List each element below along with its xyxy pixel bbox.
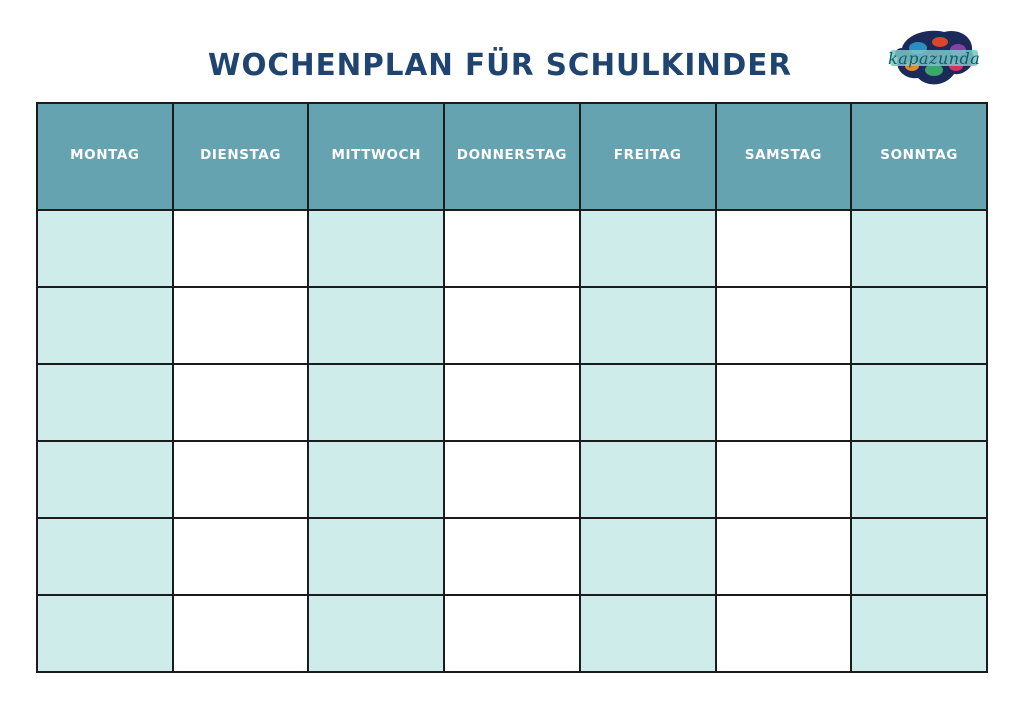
plan-cell[interactable]	[716, 441, 852, 518]
plan-cell[interactable]	[851, 287, 987, 364]
table-row	[37, 518, 987, 595]
plan-cell[interactable]	[308, 518, 444, 595]
plan-cell[interactable]	[580, 287, 716, 364]
plan-cell[interactable]	[580, 441, 716, 518]
plan-cell[interactable]	[716, 364, 852, 441]
table-row	[37, 287, 987, 364]
day-header-sonntag: SONNTAG	[851, 103, 987, 210]
plan-cell[interactable]	[580, 210, 716, 287]
day-header-mittwoch: MITTWOCH	[308, 103, 444, 210]
plan-cell[interactable]	[580, 518, 716, 595]
page-title: WOCHENPLAN FÜR SCHULKINDER	[208, 48, 792, 83]
plan-cell[interactable]	[851, 595, 987, 672]
plan-cell[interactable]	[444, 210, 580, 287]
plan-cell[interactable]	[851, 518, 987, 595]
day-header-samstag: SAMSTAG	[716, 103, 852, 210]
plan-cell[interactable]	[37, 210, 173, 287]
logo-wordmark: kapazunda	[888, 49, 981, 68]
plan-cell[interactable]	[173, 518, 309, 595]
plan-cell[interactable]	[173, 441, 309, 518]
plan-cell[interactable]	[444, 364, 580, 441]
day-header-montag: MONTAG	[37, 103, 173, 210]
plan-cell[interactable]	[308, 287, 444, 364]
plan-cell[interactable]	[851, 364, 987, 441]
plan-cell[interactable]	[716, 518, 852, 595]
table-row	[37, 210, 987, 287]
plan-cell[interactable]	[173, 210, 309, 287]
plan-cell[interactable]	[308, 441, 444, 518]
plan-cell[interactable]	[173, 287, 309, 364]
plan-cell[interactable]	[37, 287, 173, 364]
day-header-dienstag: DIENSTAG	[173, 103, 309, 210]
plan-cell[interactable]	[308, 595, 444, 672]
brand-logo	[888, 26, 980, 90]
plan-cell[interactable]	[37, 441, 173, 518]
table-row	[37, 595, 987, 672]
table-row	[37, 441, 987, 518]
plan-cell[interactable]	[716, 210, 852, 287]
plan-cell[interactable]	[308, 364, 444, 441]
plan-cell[interactable]	[444, 441, 580, 518]
plan-cell[interactable]	[308, 210, 444, 287]
plan-cell[interactable]	[851, 441, 987, 518]
weekly-plan-table	[36, 102, 988, 673]
plan-body	[37, 210, 987, 672]
plan-cell[interactable]	[173, 364, 309, 441]
plan-cell[interactable]	[173, 595, 309, 672]
table-row	[37, 364, 987, 441]
plan-cell[interactable]	[580, 595, 716, 672]
plan-cell[interactable]	[37, 364, 173, 441]
plan-cell[interactable]	[37, 518, 173, 595]
plan-cell[interactable]	[851, 210, 987, 287]
header-row	[37, 103, 987, 210]
plan-cell[interactable]	[444, 518, 580, 595]
plan-cell[interactable]	[716, 595, 852, 672]
plan-cell[interactable]	[580, 364, 716, 441]
day-header-freitag: FREITAG	[580, 103, 716, 210]
plan-cell[interactable]	[716, 287, 852, 364]
plan-cell[interactable]	[37, 595, 173, 672]
day-header-donnerstag: DONNERSTAG	[444, 103, 580, 210]
plan-cell[interactable]	[444, 595, 580, 672]
plan-cell[interactable]	[444, 287, 580, 364]
